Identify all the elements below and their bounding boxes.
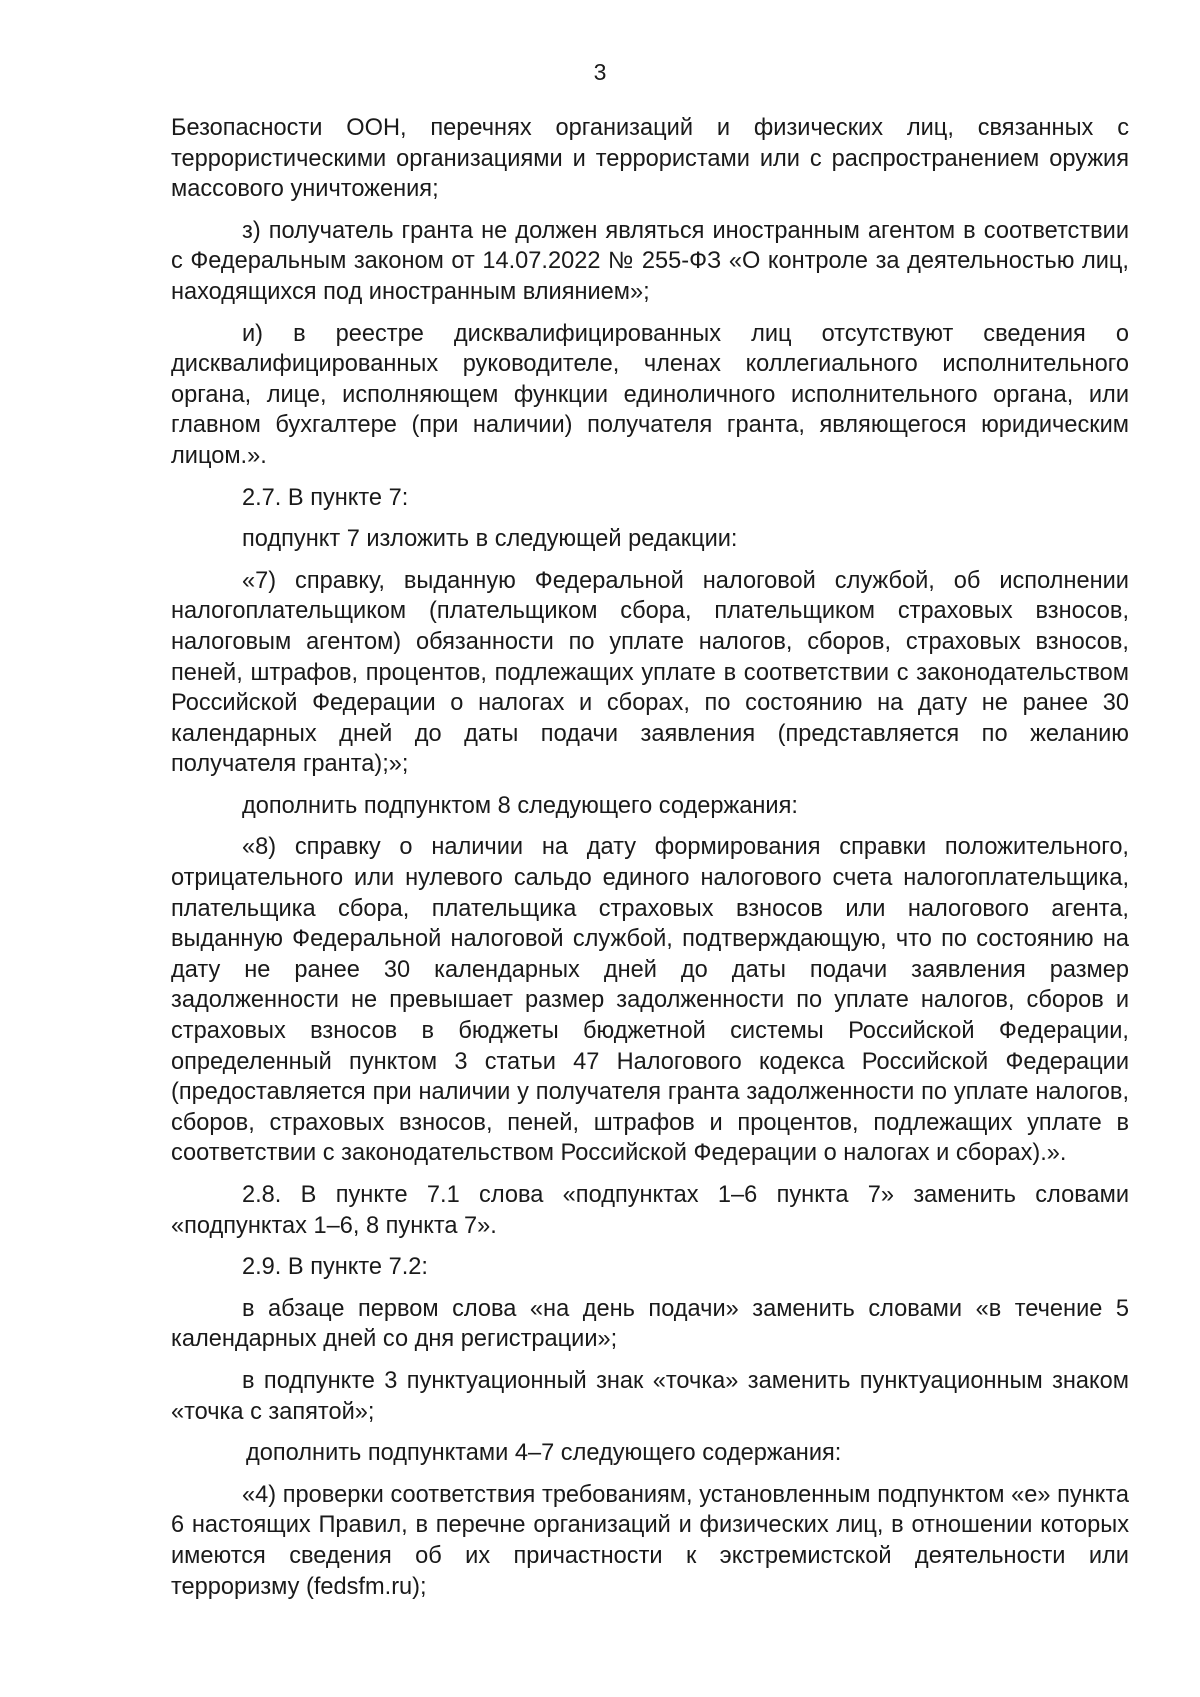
paragraph: «8) справку о наличии на дату формирования справки положительного, отрицательного или нулевого сальдо единого налогового счета налогоплательщика, плательщика сбора, плательщика страховых взносов или налогового агента, выданную Федеральной налоговой службой, подтверждающую, что по состоянию на дату не ранее 30 календарных дней до даты подачи заявления размер задолженности не превышает размер задолженности по уплате налогов, сборов и страховых взносов в бюджеты бюджетной системы Российской Федерации, определенный пунктом 3 статьи 47 Налогового кодекса Российской Федерации (предоставляется при наличии у получателя гранта задолженности по уплате налогов, сборов, страховых взносов, пеней, штрафов и процентов, подлежащих уплате в соответствии с законодательством Российской Федерации о налогах и сборах).». — [171, 834, 1129, 1167]
paragraph: 2.7. В пункте 7: — [242, 484, 409, 511]
paragraph: «7) справку, выданную Федеральной налоговой службой, об исполнении налогоплательщиком (плательщиком сбора, плательщиком страховых взносов, налоговым агентом) обязанности по уплате налогов, сборов, страховых взносов, пеней, штрафов, процентов, подлежащих уплате в соответствии с законодательством Российской Федерации о налогах и сборах, по состоянию на дату не ранее 30 календарных дней до даты подачи заявления (представляется по желанию получателя гранта);»; — [171, 567, 1129, 778]
document-body — [171, 113, 1129, 1613]
paragraph: в подпункте 3 пунктуационный знак «точка» заменить пунктуационным знаком «точка с запятой»; — [171, 1367, 1129, 1425]
paragraph: 2.9. В пункте 7.2: — [242, 1254, 428, 1281]
paragraph: «4) проверки соответствия требованиям, установленным подпунктом «е» пункта 6 настоящих Правил, в перечне организаций и физических лиц, в отношении которых имеются сведения об их причастности к экстремистской деятельности или терроризму (fedsfm.ru); — [171, 1481, 1129, 1600]
paragraph: подпункт 7 изложить в следующей редакции: — [242, 526, 738, 553]
paragraph: 2.8. В пункте 7.1 слова «подпунктах 1–6 пункта 7» заменить словами «подпунктах 1–6, 8 пункта 7». — [171, 1182, 1129, 1239]
paragraph: в абзаце первом слова «на день подачи» заменить словами «в течение 5 календарных дней со дня регистрации»; — [171, 1295, 1129, 1353]
paragraph: и) в реестре дисквалифицированных лиц отсутствуют сведения о дисквалифицированных руководителе, членах коллегиального исполнительного органа, лице, исполняющем функции единоличного исполнительного органа, или главном бухгалтере (при наличии) получателя гранта, являющегося юридическим лицом.». — [171, 320, 1129, 469]
paragraph: з) получатель гранта не должен являться иностранным агентом в соответствии с Федеральным законом от 14.07.2022 № 255-ФЗ «О контроле за деятельностью лиц, находящихся под иностранным влиянием»; — [171, 217, 1129, 305]
paragraph: дополнить подпунктом 8 следующего содержания: — [242, 792, 798, 819]
paragraph: Безопасности ООН, перечнях организаций и физических лиц, связанных с террористическими организациями и террористами или с распространением оружия массового уничтожения; — [171, 115, 1129, 203]
paragraph: дополнить подпунктами 4–7 следующего содержания: — [246, 1440, 842, 1467]
page-number: 3 — [593, 59, 607, 85]
